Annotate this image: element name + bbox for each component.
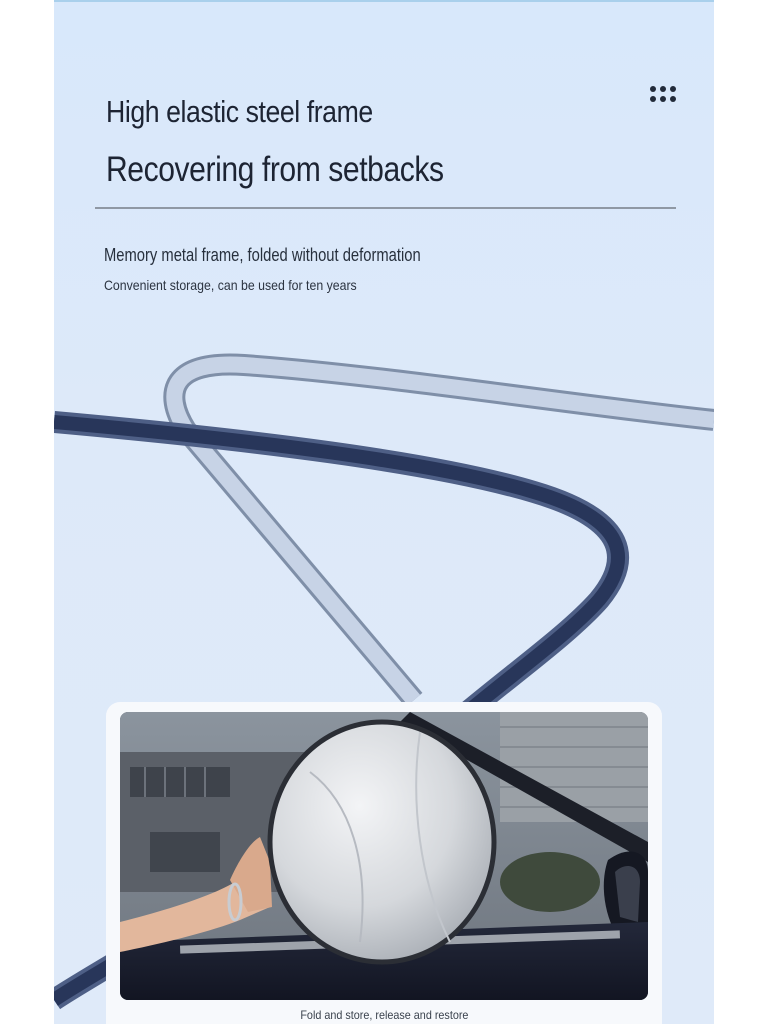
sunshade-car-photo	[120, 712, 648, 1000]
car-window-sunshade-image	[120, 712, 648, 1000]
photo-caption-text: Fold and store, release and restore	[299, 1008, 469, 1022]
feature-primary: Memory metal frame, folded without deformation	[104, 245, 421, 265]
grid-dots-icon[interactable]	[650, 86, 678, 106]
feature-secondary: Convenient storage, can be used for ten years	[104, 277, 357, 293]
headline-divider	[95, 207, 676, 209]
photo-caption	[106, 1008, 662, 1022]
photo-card	[106, 702, 662, 1024]
headline-line-1: High elastic steel frame	[106, 94, 373, 129]
headline-line-2: Recovering from setbacks	[106, 150, 444, 189]
product-panel	[54, 0, 714, 1024]
